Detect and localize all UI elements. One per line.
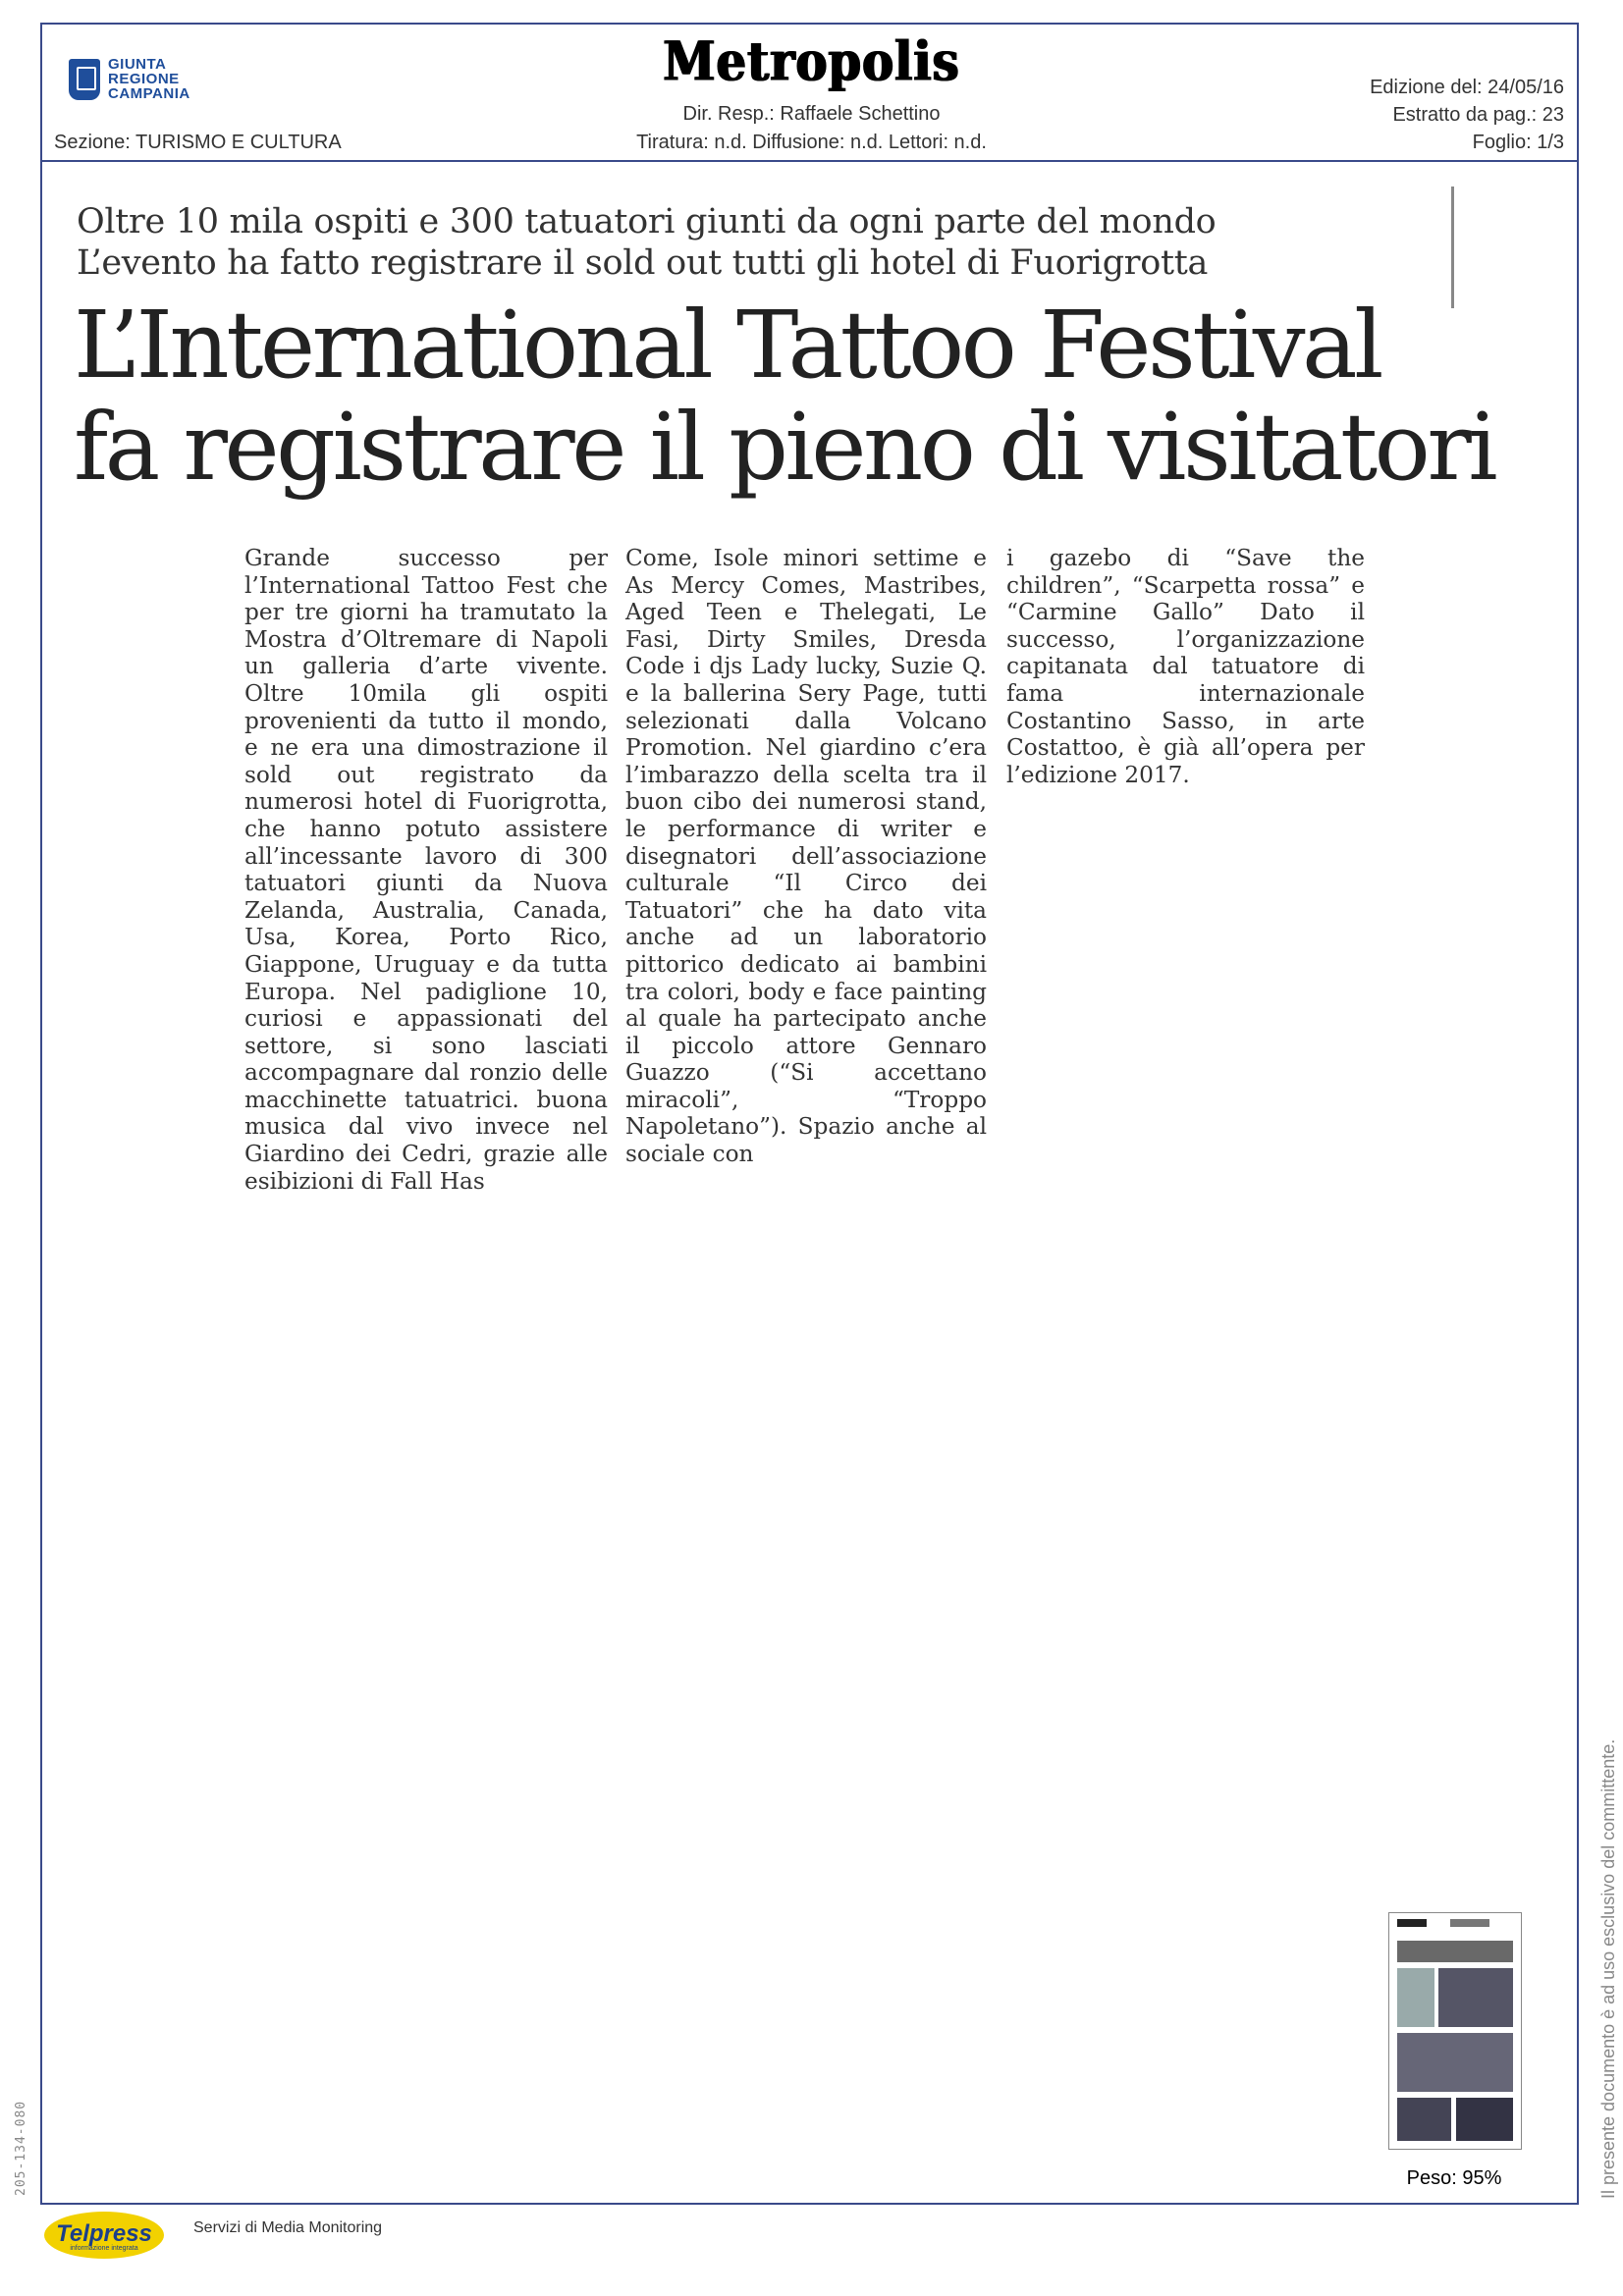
peso-value: Peso: 95% — [1406, 2167, 1502, 2189]
article-column-2: Come, Isole minori settime e As Mercy Comes, Mastribes, Aged Teen e Thelegati, Le Fasi, Dirty Smiles, Dresda Code i djs Lady lucky, Suzie Q. e la ballerina Sery Page, tutti selezionati dalla Volcano Promotion. Nel giardino c’era l’imbarazzo della scelta tra il buon cibo dei numerosi stand, le performance di writer e disegnatori dell’associazione culturale “Il Circo dei Tatuatori” che ha dato vita anche ad un laboratorio pittorico dedicato ai bambini tra colori, body e face painting al quale ha partecipato anche il piccolo attore Gennaro Guazzo (“Si accettano miracoli”, “Troppo Napoletano”). Spazio anche al sociale con — [625, 545, 987, 1168]
header-divider — [40, 160, 1579, 162]
director: Dir. Resp.: Raffaele Schettino — [682, 103, 941, 125]
masthead: Metropolis — [663, 29, 960, 94]
edition-date: Edizione del: 24/05/16 — [1370, 77, 1564, 98]
page-thumbnail — [1388, 1912, 1522, 2150]
telpress-logo: Telpress informazione integrata — [44, 2212, 168, 2261]
kicker: Oltre 10 mila ospiti e 300 tatuatori giunti da ogni parte del mondo L’evento ha fatto registrare il sold out tutti gli hotel di Fuorigrotta — [77, 202, 1217, 283]
page-extract: Estratto da pag.: 23 — [1392, 104, 1564, 126]
circulation: Tiratura: n.d. Diffusione: n.d. Lettori: n.d. — [636, 132, 987, 153]
document-code: 205-134-080 — [14, 2100, 28, 2196]
article-column-1: Grande successo per l’International Tattoo Fest che per tre giorni ha tramutato la Mostra d’Oltremare di Napoli un galleria d’arte vivente. Oltre 10mila gli ospiti provenienti da tutto il mondo, e ne era una dimostrazione il sold out registrato da numerosi hotel di Fuorigrotta, che hanno potuto assistere all’incessante lavoro di 300 tatuatori giunti da Nuova Zelanda, Australia, Canada, Usa, Korea, Porto Rico, Giappone, Uruguay e da tutta Europa. Nel padiglione 10, curiosi e appassionati del settore, si sono lasciati accompagnare dal ronzio delle macchinette tatuatrici. buona musica dal vivo invece nel Giardino dei Cedri, grazie alle esibizioni di Fall Has — [244, 545, 608, 1195]
article-column-3: i gazebo di “Save the children”, “Scarpetta rossa” e “Carmine Gallo” Dato il successo, l’organizzazione capitanata dal tatuatore di fama internazionale Costantino Sasso, in arte Costattoo, è già all’opera per l’edizione 2017. — [1006, 545, 1365, 788]
footer-service: Servizi di Media Monitoring — [193, 2219, 383, 2236]
headline: L’International Tattoo Festival fa registrare il pieno di visitatori — [74, 292, 1495, 502]
section: Sezione: TURISMO E CULTURA — [54, 132, 342, 153]
column-rule — [1451, 187, 1454, 308]
sheet-number: Foglio: 1/3 — [1472, 132, 1564, 153]
logo-text: GIUNTA REGIONE CAMPANIA — [108, 56, 190, 102]
usage-notice: Il presente documento è ad uso esclusivo del committente. — [1598, 1738, 1618, 2199]
